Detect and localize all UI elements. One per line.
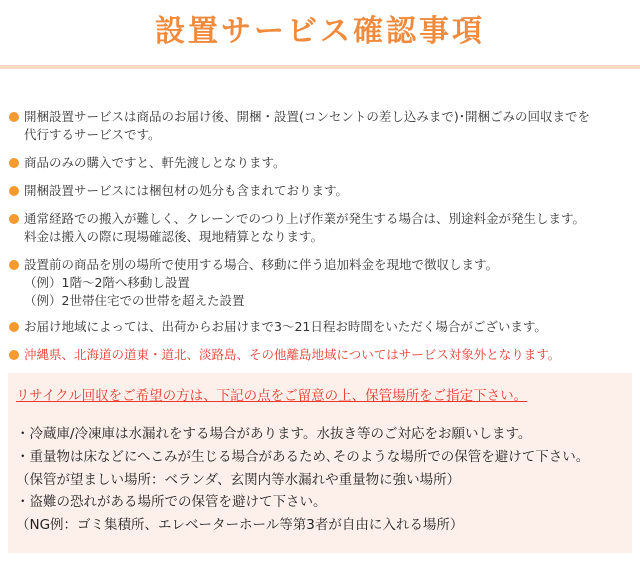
bullet-dot-icon	[9, 350, 19, 360]
list-item	[8, 318, 632, 336]
bullet-dot-icon	[9, 186, 19, 196]
list-item	[8, 108, 632, 144]
item-text: 代行するサービスです。	[24, 127, 161, 142]
recycle-notes	[16, 423, 628, 537]
list-item	[8, 154, 632, 172]
bullet-dot-icon	[9, 112, 19, 122]
header	[0, 0, 640, 64]
item-text: 沖縄県、北海道の道東・道北、淡路島、その他離島地域についてはサービス対象外となります。	[24, 347, 561, 362]
item-example: （例）1階～2階へ移動し設置	[24, 275, 190, 290]
title-divider	[0, 65, 640, 69]
item-text: 通常経路での搬入が難しく、クレーンでのつり上げ作業が発生する場合は、別途料金が発生します。	[24, 211, 586, 226]
recycle-info-box	[8, 373, 632, 553]
list-item	[8, 210, 632, 246]
recycle-note: ・冷蔵庫/冷凍庫は水漏れをする場合があります。水抜き等のご対応をお願いします。	[16, 426, 532, 442]
recycle-note: （NG例：ゴミ集積所、エレベーターホール等第3者が自由に入れる場所）	[16, 517, 464, 534]
recycle-note: ・重量物は床などにへこみが生じる場合があるため､そのような場所での保管を避けて下さい。	[16, 448, 590, 465]
item-text: 料金は搬入の際に現場確認後、現地精算となります。	[24, 229, 324, 244]
item-text: 商品のみの購入ですと、軒先渡しとなります。	[24, 155, 286, 170]
recycle-note: ・盗難の恐れがある場所での保管を避けて下さい。	[16, 494, 327, 511]
recycle-heading: リサイクル回収をご希望の方は、下記の点をご留意の上、保管場所をご指定下さい。	[16, 388, 528, 404]
item-text: 開梱設置サービスには梱包材の処分も含まれております。	[24, 183, 349, 198]
bullet-dot-icon	[9, 260, 19, 270]
recycle-note: （保管が望ましい場所：ベランダ、玄関内等水漏れや重量物に強い場所）	[16, 471, 461, 488]
bullet-dot-icon	[9, 158, 19, 168]
list-item-warning	[8, 346, 632, 364]
bullet-dot-icon	[9, 322, 19, 332]
item-text: 設置前の商品を別の場所で使用する場合、移動に伴う追加料金を現地で徴収します。	[24, 257, 499, 272]
item-text: 開梱設置サービスは商品のお届け後、開梱・設置(コンセントの差し込みまで)･開梱ごみの回収までを	[24, 109, 591, 124]
list-item	[8, 182, 632, 200]
notice-list	[8, 108, 632, 374]
list-item	[8, 256, 632, 310]
bullet-dot-icon	[9, 214, 19, 224]
page-title: 設置サービス確認事項	[155, 14, 485, 49]
item-text: お届け地域によっては、出荷からお届けまで3～21日程お時間をいただく場合がございます。	[24, 319, 547, 334]
item-example: （例）2世帯住宅での世帯を超えた設置	[24, 293, 245, 308]
